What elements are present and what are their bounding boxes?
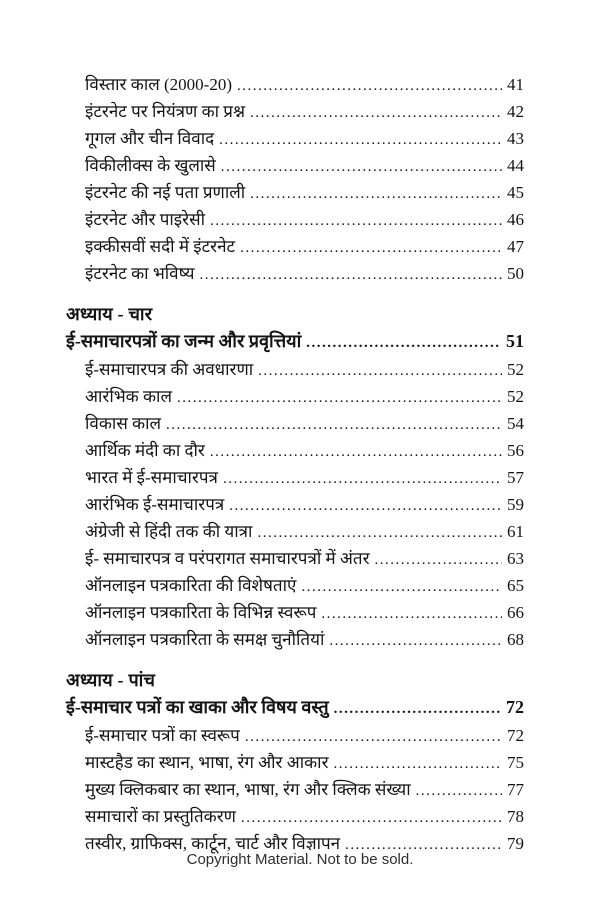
toc-entry-label: मास्टहैड का स्थान, भाषा, रंग और आकार xyxy=(85,753,329,772)
toc-entry-label: ई-समाचारपत्र की अवधारणा xyxy=(85,360,254,379)
toc-section xyxy=(66,301,524,654)
dot-leader xyxy=(210,438,502,465)
page-number: 61 xyxy=(507,522,524,541)
toc-entry-label: तस्वीर, ग्राफिक्स, कार्टून, चार्ट और विज्ञापन xyxy=(85,834,341,853)
dot-leader xyxy=(301,573,502,600)
page-number: 57 xyxy=(507,468,524,487)
toc-entry-label: आर्थिक मंदी का दौर xyxy=(85,441,205,460)
page-number: 42 xyxy=(507,102,524,121)
toc-entry-row xyxy=(66,600,524,627)
page-number: 52 xyxy=(507,387,524,406)
page-number: 52 xyxy=(507,360,524,379)
page-number: 47 xyxy=(507,237,524,256)
dot-leader xyxy=(334,694,501,723)
toc-content xyxy=(66,72,524,858)
toc-entry-row xyxy=(66,207,524,234)
toc-entry-row xyxy=(66,546,524,573)
toc-entry-row xyxy=(66,465,524,492)
toc-entry-row xyxy=(66,261,524,288)
dot-leader xyxy=(166,411,502,438)
toc-entry-row xyxy=(66,627,524,654)
toc-entry-label: इंटरनेट का भविष्य xyxy=(85,264,195,283)
page-number: 56 xyxy=(507,441,524,460)
copyright-footer: Copyright Material. Not to be sold. xyxy=(186,851,414,868)
dot-leader xyxy=(375,546,502,573)
toc-entry-row xyxy=(66,438,524,465)
chapter-title-row xyxy=(66,694,524,723)
page-number: 77 xyxy=(507,780,524,799)
dot-leader xyxy=(240,234,502,261)
dot-leader xyxy=(177,384,502,411)
toc-entry-row xyxy=(66,492,524,519)
toc-entry-row xyxy=(66,384,524,411)
toc-entry-row xyxy=(66,411,524,438)
toc-entry-row xyxy=(66,573,524,600)
toc-entry-label: आरंभिक ई-समाचारपत्र xyxy=(85,495,225,514)
toc-entry-label: विस्तार काल (2000-20) xyxy=(85,75,232,94)
chapter-title-row xyxy=(66,328,524,357)
dot-leader xyxy=(210,207,502,234)
page-number: 59 xyxy=(507,495,524,514)
page-number: 65 xyxy=(507,576,524,595)
page-number: 68 xyxy=(507,630,524,649)
dot-leader xyxy=(241,804,502,831)
toc-entry-label: मुख्य क्लिकबार का स्थान, भाषा, रंग और क्लिक संख्या xyxy=(85,780,411,799)
dot-leader xyxy=(223,465,502,492)
dot-leader xyxy=(334,750,502,777)
page-number: 45 xyxy=(507,183,524,202)
toc-section xyxy=(66,667,524,858)
page-number: 78 xyxy=(507,807,524,826)
page-number: 75 xyxy=(507,753,524,772)
dot-leader xyxy=(245,723,502,750)
dot-leader xyxy=(329,627,502,654)
dot-leader xyxy=(250,180,502,207)
toc-entry-row xyxy=(66,153,524,180)
toc-entry-label: इंटरनेट की नई पता प्रणाली xyxy=(85,183,246,202)
dot-leader xyxy=(257,519,502,546)
toc-section xyxy=(66,72,524,288)
page-number: 72 xyxy=(506,697,524,717)
page-number: 63 xyxy=(507,549,524,568)
chapter-heading: अध्याय - चार xyxy=(66,304,153,324)
toc-entry-row xyxy=(66,72,524,99)
toc-entry-row xyxy=(66,519,524,546)
toc-entry-label: ऑनलाइन पत्रकारिता के समक्ष चुनौतियां xyxy=(85,630,325,649)
dot-leader xyxy=(321,600,502,627)
toc-entry-label: ऑनलाइन पत्रकारिता के विभिन्न स्वरूप xyxy=(85,603,317,622)
toc-entry-row xyxy=(66,750,524,777)
chapter-title-label: ई-समाचारपत्रों का जन्म और प्रवृत्तियां xyxy=(66,331,302,351)
dot-leader xyxy=(258,357,502,384)
chapter-heading: अध्याय - पांच xyxy=(66,670,156,690)
page-number: 54 xyxy=(507,414,524,433)
toc-entry-label: भारत में ई-समाचारपत्र xyxy=(85,468,218,487)
toc-entry-label: ई-समाचार पत्रों का स्वरूप xyxy=(85,726,240,745)
page-number: 41 xyxy=(507,75,524,94)
toc-entry-row xyxy=(66,234,524,261)
toc-entry-label: इक्कीसवीं सदी में इंटरनेट xyxy=(85,237,236,256)
page-number: 79 xyxy=(507,834,524,853)
dot-leader xyxy=(237,72,502,99)
toc-entry-row xyxy=(66,180,524,207)
dot-leader xyxy=(416,777,502,804)
chapter-title-label: ई-समाचार पत्रों का खाका और विषय वस्तु xyxy=(66,697,329,717)
toc-entry-label: समाचारों का प्रस्तुतिकरण xyxy=(85,807,236,826)
toc-entry-label: विकीलीक्स के खुलासे xyxy=(85,156,216,175)
toc-entry-label: अंग्रेजी से हिंदी तक की यात्रा xyxy=(85,522,253,541)
dot-leader xyxy=(250,99,502,126)
dot-leader xyxy=(229,492,502,519)
toc-entry-label: आरंभिक काल xyxy=(85,387,172,406)
toc-entry-label: इंटरनेट पर नियंत्रण का प्रश्न xyxy=(85,102,246,121)
dot-leader xyxy=(219,126,502,153)
dot-leader xyxy=(200,261,502,288)
toc-entry-row xyxy=(66,126,524,153)
dot-leader xyxy=(221,153,502,180)
toc-entry-row xyxy=(66,357,524,384)
toc-entry-label: गूगल और चीन विवाद xyxy=(85,129,215,148)
page-number: 46 xyxy=(507,210,524,229)
toc-entry-label: ऑनलाइन पत्रकारिता की विशेषताएं xyxy=(85,576,297,595)
toc-entry-row xyxy=(66,723,524,750)
page-number: 72 xyxy=(507,726,524,745)
dot-leader xyxy=(306,328,501,357)
toc-entry-label: ई- समाचारपत्र व परंपरागत समाचारपत्रों में अंतर xyxy=(85,549,370,568)
page-number: 51 xyxy=(506,331,524,351)
toc-entry-row xyxy=(66,777,524,804)
page-number: 44 xyxy=(507,156,524,175)
page-number: 66 xyxy=(507,603,524,622)
toc-entry-row xyxy=(66,804,524,831)
toc-entry-label: इंटरनेट और पाइरेसी xyxy=(85,210,205,229)
toc-entry-row xyxy=(66,99,524,126)
page-number: 43 xyxy=(507,129,524,148)
toc-entry-label: विकास काल xyxy=(85,414,162,433)
page-number: 50 xyxy=(507,264,524,283)
